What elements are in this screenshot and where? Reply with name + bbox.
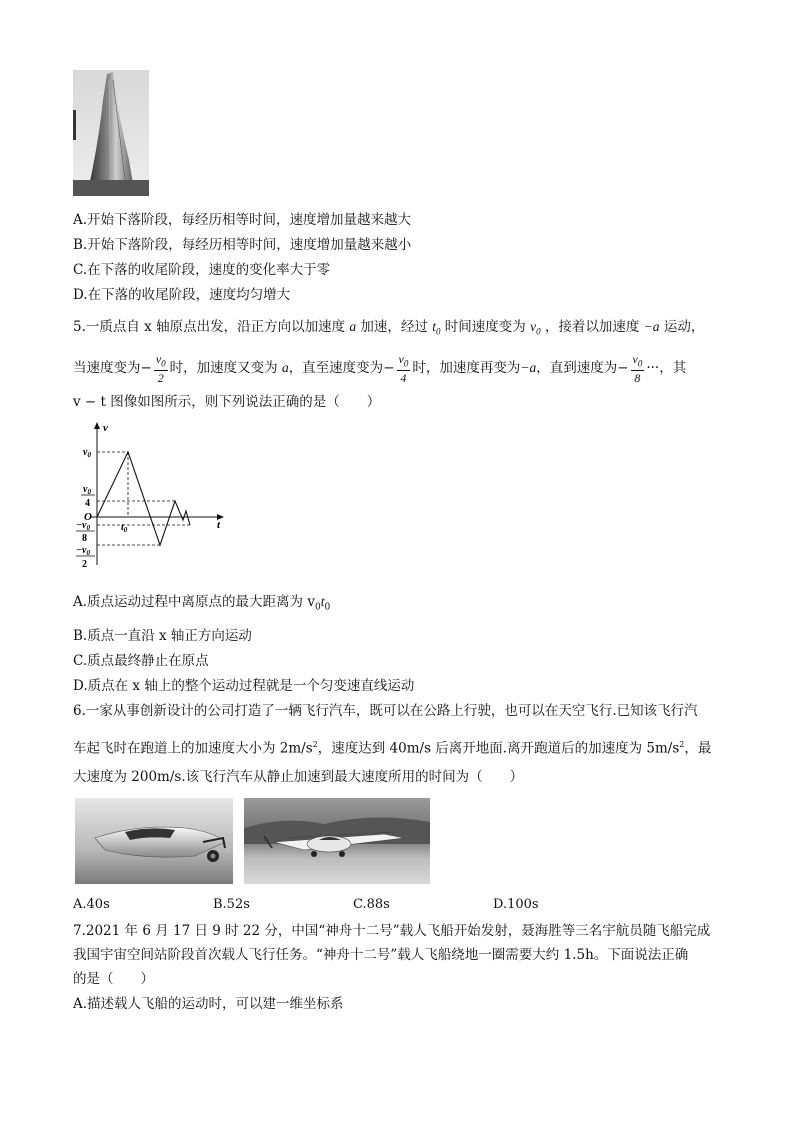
neg-v0-2-den: 2 [82, 559, 87, 570]
q7-option-a: A.描述载人飞船的运动时，可以建一维坐标系 [73, 996, 344, 1012]
t0-label: $t_0$ [121, 522, 128, 534]
q5-option-b: B.质点一直沿 x 轴正方向运动 [73, 628, 252, 644]
neg-v0-8-den: 8 [82, 533, 87, 544]
q6-choice-b: B.52s [213, 897, 250, 912]
q6-choice-c: C.88s [353, 897, 390, 912]
q5-option-c: C.质点最终静止在原点 [73, 653, 209, 669]
q5-option-a: A.质点运动过程中离原点的最大距离为 $v_0t_0$ [73, 594, 331, 613]
q4-option-b: B.开始下落阶段，每经历相等时间，速度增加量越来越小 [73, 237, 412, 253]
q5-stem-line1: 5.一质点自 x 轴原点出发，沿正方向以加速度 a 加速，经过 $t_0$ 时间速度变为 $v_0$ ，接着以加速度 −a 运动， [73, 319, 705, 337]
tower-photo [73, 70, 149, 196]
t-axis-label: t [217, 519, 221, 531]
neg-v0-2-num: $-v_0$ [76, 545, 90, 557]
q4-option-d: D.在下落的收尾阶段，速度均匀增大 [73, 287, 291, 303]
q7-stem-line3: 的是（ ） [73, 971, 154, 987]
q6-stem-line1: 6.一家从事创新设计的公司打造了一辆飞行汽车，既可以在公路上行驶，也可以在天空飞行.已知该飞行汽 [73, 703, 698, 719]
q5-stem-line2: 当速度变为− $\frac{v_0}{2}$ 时，加速度又变为 a，直至速度变为− $\frac{v_0}{4}$ 时，加速度再变为−a，直到速度为− $\frac{v_0}{8}$ ···，其 [73, 352, 687, 386]
q7-stem-line1: 7.2021 年 6 月 17 日 9 时 22 分，中国“神舟十二号”载人飞船开始发射，聂海胜等三名宇航员随飞船完成 [73, 923, 711, 939]
v-axis-label: v [103, 422, 108, 434]
v0-label: $v_0$ [83, 447, 91, 459]
q5-option-d: D.质点在 x 轴上的整个运动过程就是一个匀变速直线运动 [73, 678, 415, 694]
v0-4-num: $v_0$ [83, 484, 91, 496]
q6-choice-d: D.100s [493, 897, 539, 912]
vt-graph [73, 420, 233, 570]
v0-4-den: 4 [85, 498, 90, 509]
q7-stem-line2: 我国宇宙空间站阶段首次载人飞行任务。“神舟十二号”载人飞船绕地一圈需要大约 1.5h。下面说法正确 [73, 947, 689, 963]
q6-stem-line2: 车起飞时在跑道上的加速度大小为 $2m/s^2$，速度达到 40m/s 后离开地面.离开跑道后的加速度为 $5m/s^2$，最 [73, 740, 712, 757]
vt-curve [97, 452, 190, 545]
q6-choice-a: A.40s [73, 897, 110, 912]
origin-label: O [84, 511, 92, 523]
flying-car-photo-2 [244, 798, 430, 884]
q4-option-a: A.开始下落阶段，每经历相等时间，速度增加量越来越大 [73, 212, 412, 228]
q4-option-c: C.在下落的收尾阶段，速度的变化率大于零 [73, 262, 331, 278]
q5-stem-line3: v − t 图像如图所示，则下列说法正确的是（ ） [73, 394, 381, 410]
q6-stem-line3: 大速度为 200m/s.该飞行汽车从静止加速到最大速度所用的时间为（ ） [73, 769, 524, 785]
flying-car-photo-1 [75, 798, 233, 884]
neg-v0-8-num: $-v_0$ [76, 520, 90, 532]
